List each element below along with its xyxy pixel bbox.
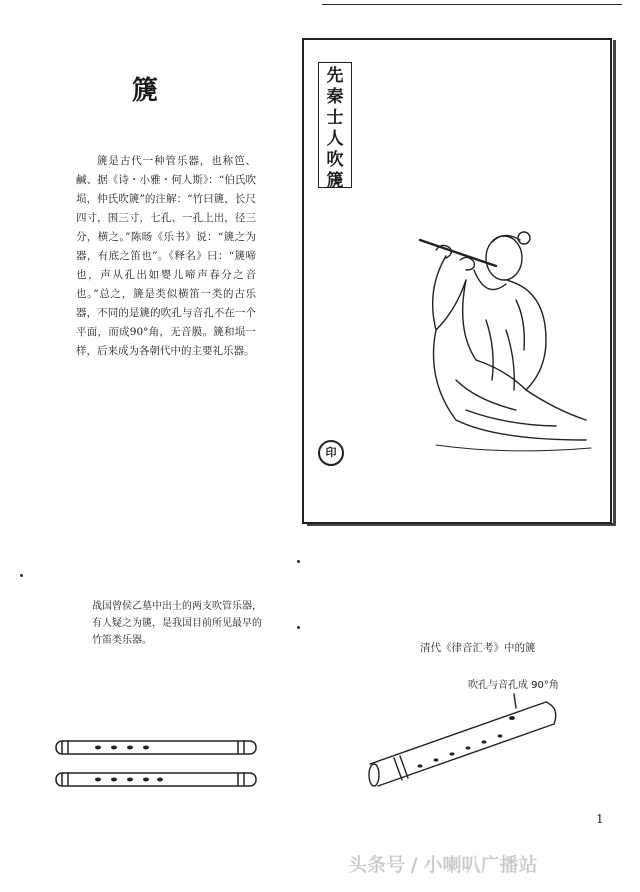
- print-mark: [297, 626, 300, 629]
- chi-flute-diagram: [360, 688, 570, 798]
- artifact-caption: [92, 598, 282, 649]
- print-mark: [297, 560, 300, 563]
- body-paragraph: 篪是古代一种管乐器，也称笆、鹹、据《诗・小雅・何人斯》：“伯氏吹埙，仲氏吹篪”的注解：“竹曰篪，长尺四寸，围三寸，七孔、一孔上出，径三分，横之。”陈旸《乐书》说：“篪之为器，有底之笛也”。《释名》曰：“篪啼也，声从孔出如婴儿啼声春分之音也。”总之，篪是类似横笛一类的古乐器，不同的是篪的吹孔与音孔不在一个平面，而成90°角，无音膜。篪和埙一样，后来成为各朝代中的主要礼乐器。: [76, 155, 256, 357]
- page-title: 篪: [132, 76, 161, 106]
- excavated-pipes: [50, 735, 264, 793]
- print-mark: [20, 574, 23, 577]
- inscription-text: 先秦士人吹篪: [326, 66, 344, 191]
- artifact-caption-line: 有人疑之为篪，是我国目前所见最早的: [92, 618, 262, 629]
- angle-note: 吹孔与音孔成 90°角: [468, 680, 559, 691]
- diagram-caption: 清代《律音汇考》中的篪: [420, 642, 536, 654]
- watermark: 头条号 / 小喇叭广播站: [348, 854, 538, 876]
- musician-figure: [396, 220, 596, 470]
- top-rule: [322, 4, 622, 5]
- artifact-caption-line: 战国曾侯乙墓中出土的两支吹管乐器，: [92, 601, 262, 612]
- seal-stamp: 印: [318, 440, 344, 466]
- artifact-caption-line: 竹笛类乐器。: [92, 635, 152, 646]
- page-number: 1: [596, 812, 604, 826]
